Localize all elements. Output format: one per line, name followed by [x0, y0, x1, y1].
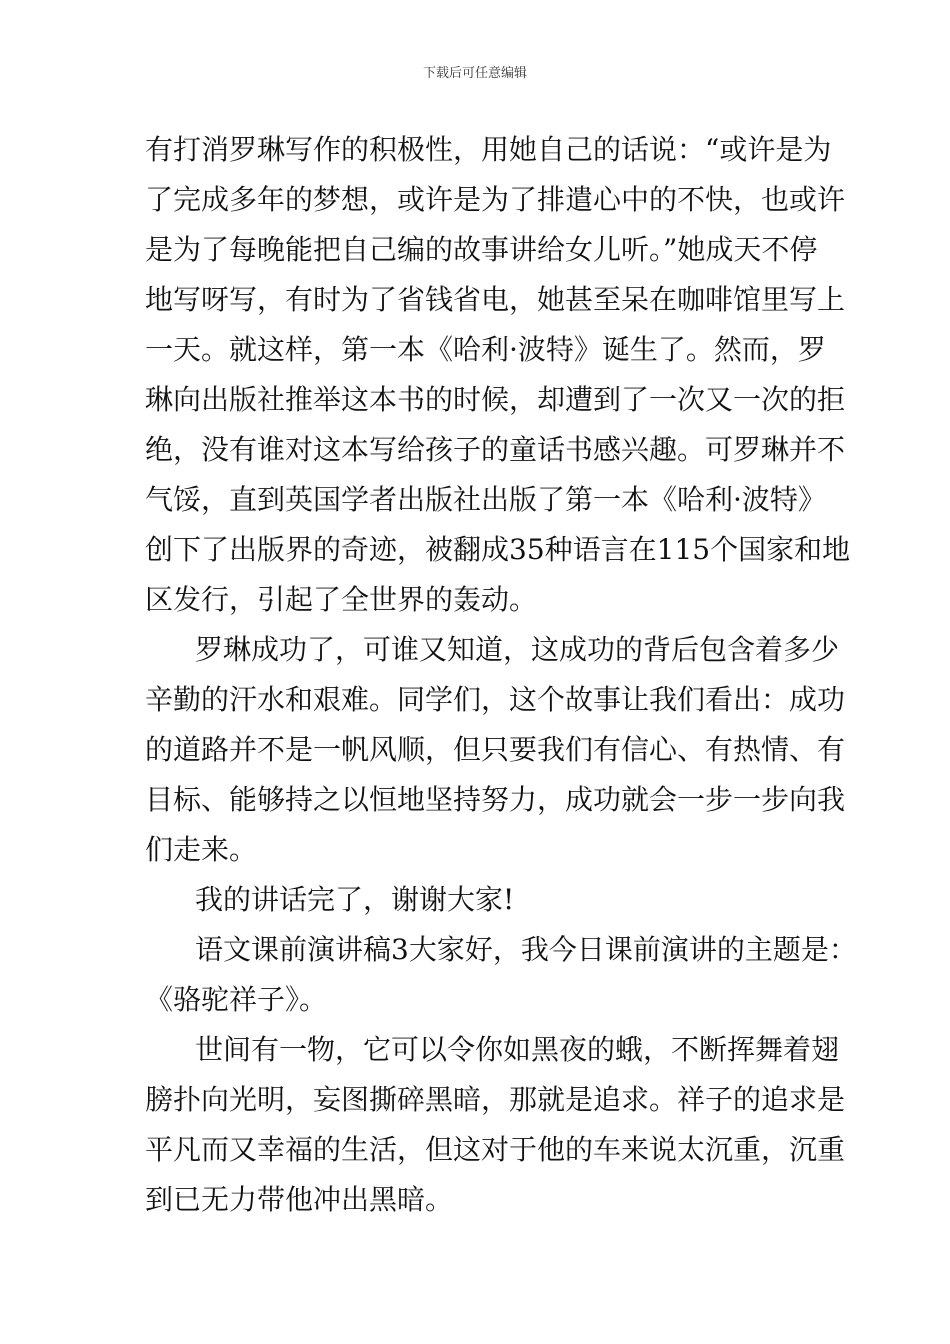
text-line: 地写呀写，有时为了省钱省电，她甚至呆在咖啡馆里写上	[145, 283, 846, 316]
text-line: 目标、能够持之以恒地坚持努力，成功就会一步一步向我	[145, 783, 846, 816]
paragraph-first-line: 我的讲话完了，谢谢大家!	[195, 883, 515, 916]
text-line: 平凡而又幸福的生活，但这对于他的车来说太沉重，沉重	[145, 1133, 846, 1166]
text-line: 的道路并不是一帆风顺，但只要我们有信心、有热情、有	[145, 733, 846, 766]
text-line: 们走来。	[145, 833, 258, 866]
text-line: 有打消罗琳写作的积极性，用她自己的话说：“或许是为	[145, 133, 832, 166]
paragraph-first-line: 罗琳成功了，可谁又知道，这成功的背后包含着多少	[195, 633, 840, 666]
text-line: 气馁，直到英国学者出版社出版了第一本《哈利·波特》	[145, 483, 826, 516]
text-line: 《骆驼祥子》。	[145, 983, 328, 1016]
page-header: 下载后可任意编辑	[422, 66, 527, 81]
text-line: 一天。就这样，第一本《哈利·波特》诞生了。然而，罗	[145, 333, 826, 366]
text-line: 了完成多年的梦想，或许是为了排遣心中的不快，也或许	[145, 183, 846, 216]
text-line: 琳向出版社推举这本书的时候，却遭到了一次又一次的拒	[145, 383, 846, 416]
text-line: 是为了每晚能把自己编的故事讲给女儿听。”她成天不停	[145, 233, 818, 266]
text-line: 创下了出版界的奇迹，被翻成35种语言在115个国家和地	[145, 533, 851, 566]
text-line: 到已无力带他冲出黑暗。	[145, 1183, 454, 1216]
paragraph-first-line: 语文课前演讲稿3大家好，我今日课前演讲的主题是：	[195, 933, 857, 966]
text-line: 绝，没有谁对这本写给孩子的童话书感兴趣。可罗琳并不	[145, 433, 846, 466]
paragraph-first-line: 世间有一物，它可以令你如黑夜的蛾，不断挥舞着翅	[195, 1033, 840, 1066]
text-line: 辛勤的汗水和艰难。同学们，这个故事让我们看出：成功	[145, 683, 846, 716]
text-line: 膀扑向光明，妄图撕碎黑暗，那就是追求。祥子的追求是	[145, 1083, 846, 1116]
text-line: 区发行，引起了全世界的轰动。	[145, 583, 538, 616]
